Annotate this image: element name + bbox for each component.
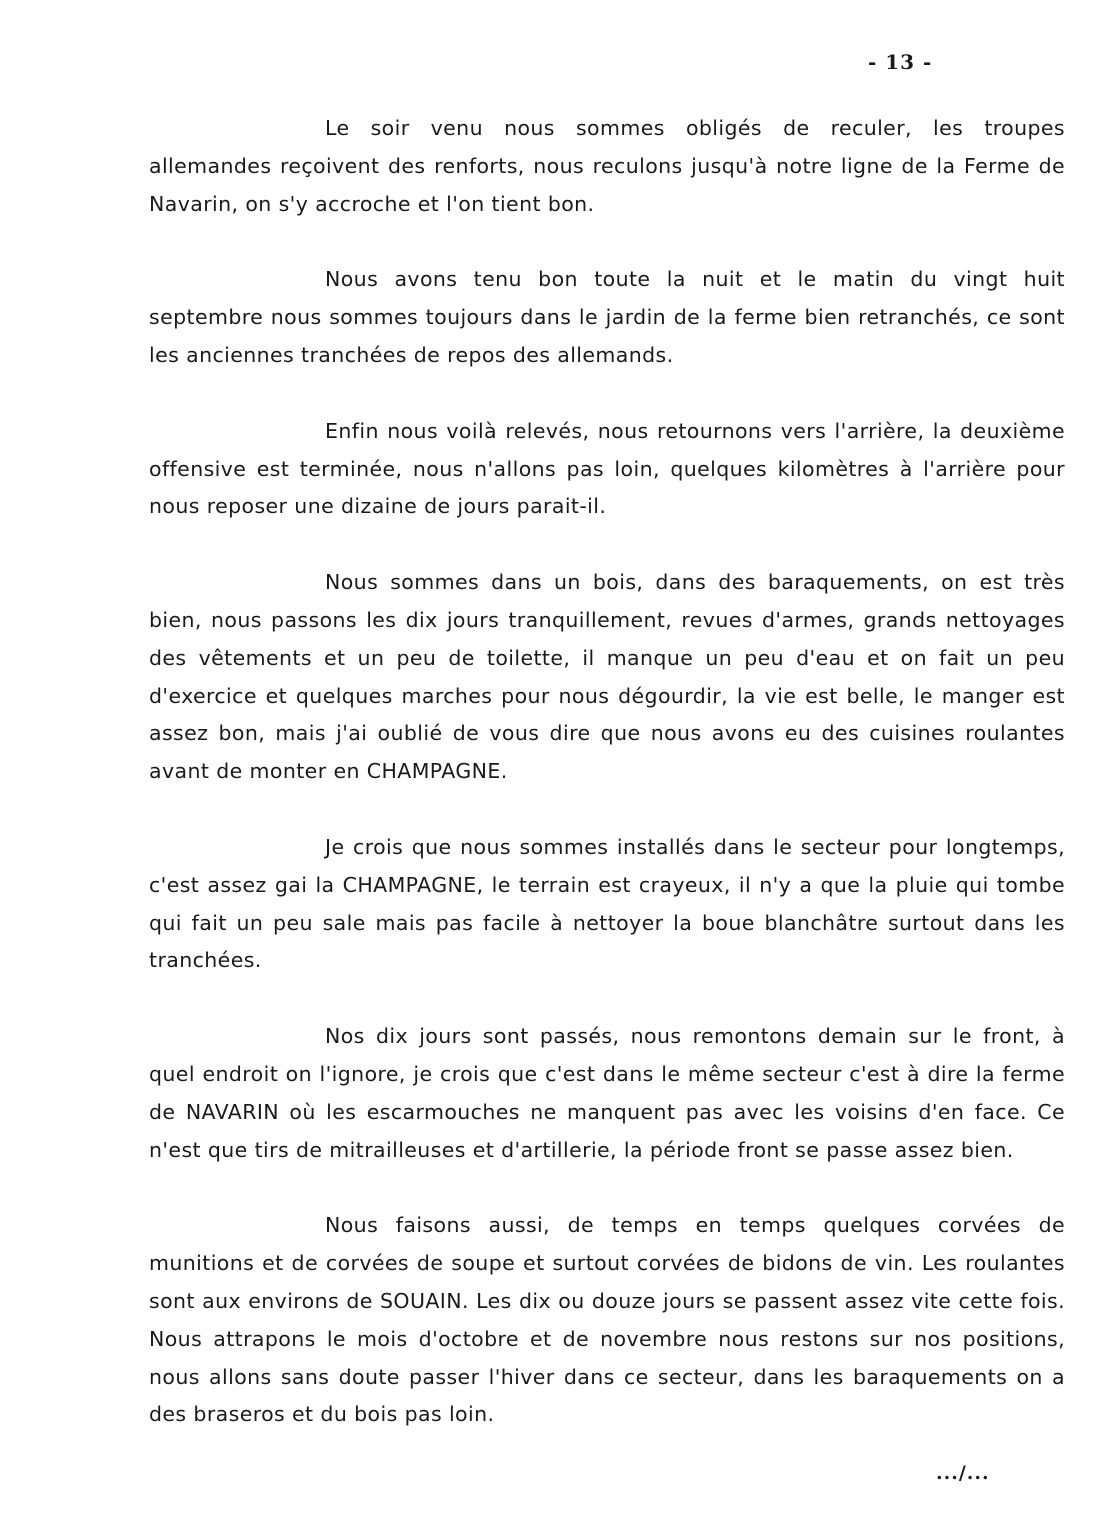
body-text (149, 110, 1065, 1472)
paragraph: Nous faisons aussi, de temps en temps quelques corvées de munitions et de corvées de soupe et surtout corvées de bidons de vin. Les roulantes sont aux environs de SOUAIN. Les dix ou douze jours se passent assez vite cette fois. Nous attrapons le mois d'octobre et de novembre nous restons sur nos positions, nous allons sans doute passer l'hiver dans ce secteur, dans les baraquements on a des braseros et du bois pas loin. (149, 1213, 1065, 1427)
paragraph: Enfin nous voilà relevés, nous retournons vers l'arrière, la deuxième offensive est terminée, nous n'allons pas loin, quelques kilomètres à l'arrière pour nous reposer une dizaine de jours parait-il. (149, 418, 1065, 519)
paragraph: Nous sommes dans un bois, dans des baraquements, on est très bien, nous passons les dix jours tranquillement, revues d'armes, grands nettoyages des vêtements et un peu de toilette, il manque un peu d'eau et on fait un peu d'exercice et quelques marches pour nous dégourdir, la vie est belle, le manger est assez bon, mais j'ai oublié de vous dire que nous avons eu des cuisines roulantes avant de monter en CHAMPAGNE. (149, 570, 1065, 784)
paragraph: Je crois que nous sommes installés dans le secteur pour longtemps, c'est assez gai la CHAMPAGNE, le terrain est crayeux, il n'y a que la pluie qui tombe qui fait un peu sale mais pas facile à nettoyer la boue blanchâtre surtout dans les tranchées. (149, 834, 1065, 973)
paragraph: Nos dix jours sont passés, nous remontons demain sur le front, à quel endroit on l'ignore, je crois que c'est dans le même secteur c'est à dire la ferme de NAVARIN où les escarmouches ne manquent pas avec les voisins d'en face. Ce n'est que tirs de mitrailleuses et d'artillerie, la période front se passe assez bien. (149, 1024, 1065, 1162)
paragraph: Le soir venu nous sommes obligés de reculer, les troupes allemandes reçoivent des renforts, nous reculons jusqu'à notre ligne de la Ferme de Navarin, on s'y accroche et l'on tient bon. (149, 116, 1065, 216)
paragraph: Nous avons tenu bon toute la nuit et le matin du vingt huit septembre nous sommes toujours dans le jardin de la ferme bien retranchés, ce sont les anciennes tranchées de repos des allemands. (149, 267, 1065, 367)
continuation-mark: .../... (936, 1462, 990, 1484)
page-number: - 13 - (868, 50, 933, 74)
